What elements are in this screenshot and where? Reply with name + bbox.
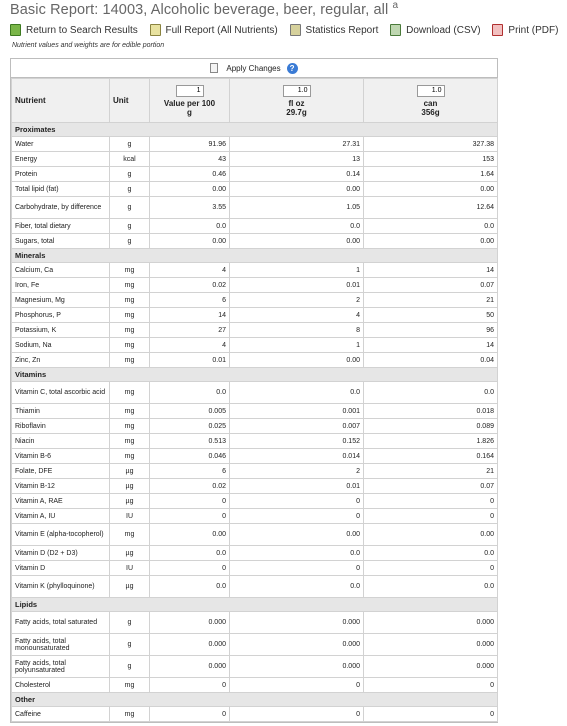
nutrient-row <box>12 524 498 546</box>
unit-cell: g <box>110 234 150 249</box>
value-fl-oz-cell: 0.0 <box>230 219 364 234</box>
value-fl-oz-cell: 0.0 <box>230 382 364 404</box>
fl-oz-label: fl oz <box>288 98 305 108</box>
unit-cell: IU <box>110 561 150 576</box>
nutrient-row <box>12 338 498 353</box>
value-can-cell: 12.64 <box>364 197 498 219</box>
nutrient-row <box>12 219 498 234</box>
nutrient-name-cell: Caffeine <box>12 707 110 722</box>
value-per-100g-cell: 14 <box>150 308 230 323</box>
nutrient-name-cell: Zinc, Zn <box>12 353 110 368</box>
statistics-icon <box>290 24 301 36</box>
nutrient-group-label: Proximates <box>12 123 498 137</box>
nutrient-row <box>12 278 498 293</box>
nutrient-row <box>12 167 498 182</box>
value-can-cell: 96 <box>364 323 498 338</box>
value-per-100g-cell: 0.000 <box>150 656 230 678</box>
nutrient-name-cell: Fiber, total dietary <box>12 219 110 234</box>
help-icon[interactable]: ? <box>287 63 298 74</box>
unit-cell: mg <box>110 308 150 323</box>
value-can-cell: 1.64 <box>364 167 498 182</box>
nutrient-name-cell: Vitamin B-6 <box>12 449 110 464</box>
value-can-cell: 0.0 <box>364 382 498 404</box>
footnote-marker: a <box>392 0 399 11</box>
nutrient-name-cell: Vitamin A, IU <box>12 509 110 524</box>
value-per-100g-cell: 3.55 <box>150 197 230 219</box>
value-fl-oz-cell: 0.00 <box>230 524 364 546</box>
value-per-100g-cell: 91.96 <box>150 137 230 152</box>
value-per-100g-cell: 0.0 <box>150 546 230 561</box>
value-fl-oz-cell: 2 <box>230 293 364 308</box>
value-fl-oz-cell: 0.14 <box>230 167 364 182</box>
apply-bar <box>11 59 497 78</box>
nutrient-name-cell: Cholesterol <box>12 678 110 693</box>
value-fl-oz-cell: 2 <box>230 464 364 479</box>
per-100g-column-header <box>150 79 230 123</box>
nutrient-name-cell: Iron, Fe <box>12 278 110 293</box>
unit-cell: µg <box>110 494 150 509</box>
nutrient-row <box>12 494 498 509</box>
nutrient-name-cell: Magnesium, Mg <box>12 293 110 308</box>
value-fl-oz-cell: 0.01 <box>230 479 364 494</box>
value-can-cell: 0 <box>364 707 498 722</box>
value-can-cell: 0.07 <box>364 278 498 293</box>
nutrient-report <box>10 58 498 723</box>
nutrient-row <box>12 479 498 494</box>
document-icon <box>210 63 218 73</box>
nutrient-group-row <box>12 249 498 263</box>
nutrient-row <box>12 419 498 434</box>
nutrient-row <box>12 509 498 524</box>
unit-cell: IU <box>110 509 150 524</box>
full-report-link[interactable] <box>150 24 278 36</box>
page-title-text: Basic Report: 14003, Alcoholic beverage, beer, regular, all <box>10 2 389 18</box>
value-fl-oz-cell: 27.31 <box>230 137 364 152</box>
nutrient-name-cell: Vitamin K (phylloquinone) <box>12 576 110 598</box>
value-fl-oz-cell: 0.00 <box>230 353 364 368</box>
nutrient-row <box>12 634 498 656</box>
nutrient-row <box>12 449 498 464</box>
unit-cell: g <box>110 182 150 197</box>
nutrient-row <box>12 404 498 419</box>
value-fl-oz-cell: 0 <box>230 494 364 509</box>
nutrient-name-cell: Riboflavin <box>12 419 110 434</box>
value-can-cell: 0.018 <box>364 404 498 419</box>
value-fl-oz-cell: 8 <box>230 323 364 338</box>
nutrient-name-cell: Phosphorus, P <box>12 308 110 323</box>
value-can-cell: 0.0 <box>364 546 498 561</box>
value-can-cell: 0.0 <box>364 219 498 234</box>
nutrient-name-cell: Sodium, Na <box>12 338 110 353</box>
page-title <box>10 2 398 18</box>
nutrient-row <box>12 263 498 278</box>
nutrient-row <box>12 137 498 152</box>
can-weight: 356g <box>421 107 440 117</box>
value-per-100g-cell: 0.513 <box>150 434 230 449</box>
download-csv-link[interactable] <box>390 24 480 36</box>
nutrient-row <box>12 308 498 323</box>
value-fl-oz-cell: 1 <box>230 263 364 278</box>
unit-cell: mg <box>110 278 150 293</box>
value-can-cell: 21 <box>364 293 498 308</box>
nutrient-name-cell: Vitamin B-12 <box>12 479 110 494</box>
value-fl-oz-cell: 0.007 <box>230 419 364 434</box>
nutrient-name-cell: Fatty acids, total monounsaturated <box>12 634 110 656</box>
nutrient-name-cell: Fatty acids, total polyunsaturated <box>12 656 110 678</box>
per-100g-unit: g <box>187 107 192 117</box>
unit-cell: mg <box>110 524 150 546</box>
value-can-cell: 0 <box>364 561 498 576</box>
unit-cell: g <box>110 219 150 234</box>
value-per-100g-cell: 0.00 <box>150 524 230 546</box>
return-to-search-label: Return to Search Results <box>26 24 138 36</box>
can-quantity-input[interactable] <box>417 85 445 97</box>
nutrient-row <box>12 612 498 634</box>
value-can-cell: 0.00 <box>364 234 498 249</box>
download-csv-label: Download (CSV) <box>406 24 481 36</box>
nutrient-row <box>12 182 498 197</box>
value-per-100g-cell: 0 <box>150 509 230 524</box>
nutrient-group-label: Lipids <box>12 598 498 612</box>
full-report-icon <box>150 24 161 36</box>
unit-cell: g <box>110 634 150 656</box>
value-fl-oz-cell: 13 <box>230 152 364 167</box>
nutrient-group-label: Minerals <box>12 249 498 263</box>
nutrient-row <box>12 464 498 479</box>
value-can-cell: 0.00 <box>364 524 498 546</box>
apply-changes-button[interactable]: Apply Changes <box>226 63 281 73</box>
value-can-cell: 0.04 <box>364 353 498 368</box>
unit-cell: mg <box>110 404 150 419</box>
nutrient-name-cell: Protein <box>12 167 110 182</box>
unit-cell: µg <box>110 546 150 561</box>
value-per-100g-cell: 6 <box>150 293 230 308</box>
nutrient-row <box>12 707 498 722</box>
nutrient-row <box>12 197 498 219</box>
nutrient-row <box>12 323 498 338</box>
nutrient-table-body <box>12 123 498 722</box>
unit-cell: g <box>110 167 150 182</box>
value-fl-oz-cell: 1 <box>230 338 364 353</box>
value-per-100g-cell: 0.00 <box>150 182 230 197</box>
can-column-header <box>364 79 498 123</box>
value-fl-oz-cell: 0.0 <box>230 546 364 561</box>
fl-oz-column-header <box>230 79 364 123</box>
nutrient-name-cell: Water <box>12 137 110 152</box>
statistics-report-link[interactable] <box>290 24 379 36</box>
unit-cell: µg <box>110 576 150 598</box>
nutrient-row <box>12 678 498 693</box>
print-pdf-label: Print (PDF) <box>508 24 559 36</box>
value-per-100g-cell: 0 <box>150 561 230 576</box>
unit-cell: mg <box>110 338 150 353</box>
nutrient-group-row <box>12 368 498 382</box>
value-can-cell: 0 <box>364 494 498 509</box>
nutrient-name-cell: Niacin <box>12 434 110 449</box>
value-per-100g-cell: 0.02 <box>150 278 230 293</box>
value-can-cell: 14 <box>364 263 498 278</box>
nutrient-row <box>12 561 498 576</box>
value-per-100g-cell: 0.0 <box>150 576 230 598</box>
value-can-cell: 0 <box>364 509 498 524</box>
unit-cell: g <box>110 137 150 152</box>
value-fl-oz-cell: 0 <box>230 509 364 524</box>
nutrient-group-label: Other <box>12 693 498 707</box>
unit-cell: mg <box>110 293 150 308</box>
value-per-100g-cell: 0.046 <box>150 449 230 464</box>
value-can-cell: 1.826 <box>364 434 498 449</box>
value-can-cell: 0 <box>364 678 498 693</box>
nutrient-name-cell: Fatty acids, total saturated <box>12 612 110 634</box>
nutrient-name-cell: Vitamin D (D2 + D3) <box>12 546 110 561</box>
unit-column-header: Unit <box>110 79 150 123</box>
nutrient-name-cell: Total lipid (fat) <box>12 182 110 197</box>
nutrient-row <box>12 152 498 167</box>
value-per-100g-cell: 0 <box>150 707 230 722</box>
unit-cell: µg <box>110 464 150 479</box>
value-fl-oz-cell: 0.000 <box>230 656 364 678</box>
nutrient-table <box>11 78 498 722</box>
value-can-cell: 21 <box>364 464 498 479</box>
unit-cell: mg <box>110 419 150 434</box>
value-per-100g-cell: 0.02 <box>150 479 230 494</box>
nutrient-row <box>12 234 498 249</box>
nutrient-row <box>12 576 498 598</box>
pdf-icon <box>492 24 503 36</box>
value-can-cell: 0.07 <box>364 479 498 494</box>
value-per-100g-cell: 0.000 <box>150 612 230 634</box>
return-to-search-link[interactable] <box>10 24 138 36</box>
value-can-cell: 14 <box>364 338 498 353</box>
nutrient-name-cell: Calcium, Ca <box>12 263 110 278</box>
value-fl-oz-cell: 0 <box>230 678 364 693</box>
value-can-cell: 0.164 <box>364 449 498 464</box>
value-fl-oz-cell: 4 <box>230 308 364 323</box>
value-per-100g-cell: 0.46 <box>150 167 230 182</box>
nutrient-group-row <box>12 123 498 137</box>
value-per-100g-cell: 0.025 <box>150 419 230 434</box>
nutrient-name-cell: Vitamin E (alpha-tocopherol) <box>12 524 110 546</box>
value-fl-oz-cell: 0.00 <box>230 234 364 249</box>
nutrient-name-cell: Vitamin C, total ascorbic acid <box>12 382 110 404</box>
value-fl-oz-cell: 0.152 <box>230 434 364 449</box>
value-fl-oz-cell: 0.01 <box>230 278 364 293</box>
value-fl-oz-cell: 0.000 <box>230 634 364 656</box>
print-pdf-link[interactable] <box>492 24 558 36</box>
value-per-100g-cell: 0.0 <box>150 219 230 234</box>
nutrient-row <box>12 656 498 678</box>
value-per-100g-cell: 27 <box>150 323 230 338</box>
value-fl-oz-cell: 1.05 <box>230 197 364 219</box>
value-per-100g-cell: 4 <box>150 338 230 353</box>
unit-cell: mg <box>110 323 150 338</box>
edible-portion-note: Nutrient values and weights are for edible portion <box>12 42 165 49</box>
value-can-cell: 0.00 <box>364 182 498 197</box>
full-report-label: Full Report (All Nutrients) <box>165 24 278 36</box>
per-100g-label: Value per 100 <box>163 98 216 108</box>
nutrient-column-header: Nutrient <box>12 79 110 123</box>
nutrient-name-cell: Carbohydrate, by difference <box>12 197 110 219</box>
unit-cell: mg <box>110 263 150 278</box>
value-per-100g-cell: 4 <box>150 263 230 278</box>
nutrient-row <box>12 293 498 308</box>
value-per-100g-cell: 43 <box>150 152 230 167</box>
unit-cell: mg <box>110 353 150 368</box>
value-fl-oz-cell: 0.001 <box>230 404 364 419</box>
fl-oz-quantity-input[interactable] <box>283 85 311 97</box>
value-fl-oz-cell: 0.00 <box>230 182 364 197</box>
value-fl-oz-cell: 0.0 <box>230 576 364 598</box>
nutrient-row <box>12 353 498 368</box>
value-fl-oz-cell: 0.014 <box>230 449 364 464</box>
unit-cell: µg <box>110 479 150 494</box>
unit-cell: mg <box>110 678 150 693</box>
nutrient-row <box>12 382 498 404</box>
statistics-report-label: Statistics Report <box>305 24 379 36</box>
value-can-cell: 50 <box>364 308 498 323</box>
nutrient-name-cell: Sugars, total <box>12 234 110 249</box>
back-arrow-icon <box>10 24 21 36</box>
table-header-row <box>12 79 498 123</box>
value-per-100g-cell: 0 <box>150 494 230 509</box>
nutrient-name-cell: Vitamin D <box>12 561 110 576</box>
nutrient-name-cell: Thiamin <box>12 404 110 419</box>
value-can-cell: 153 <box>364 152 498 167</box>
nutrient-group-label: Vitamins <box>12 368 498 382</box>
unit-cell: g <box>110 656 150 678</box>
value-per-100g-cell: 6 <box>150 464 230 479</box>
fl-oz-weight: 29.7g <box>286 107 307 117</box>
can-label: can <box>423 98 438 108</box>
value-can-cell: 0.000 <box>364 634 498 656</box>
unit-cell: mg <box>110 707 150 722</box>
nutrient-name-cell: Vitamin A, RAE <box>12 494 110 509</box>
value-fl-oz-cell: 0 <box>230 561 364 576</box>
action-bar <box>10 24 567 39</box>
nutrient-group-row <box>12 598 498 612</box>
unit-cell: g <box>110 197 150 219</box>
value-per-100g-cell: 0.0 <box>150 382 230 404</box>
nutrient-row <box>12 434 498 449</box>
value-can-cell: 327.38 <box>364 137 498 152</box>
nutrient-row <box>12 546 498 561</box>
value-fl-oz-cell: 0.000 <box>230 612 364 634</box>
value-can-cell: 0.089 <box>364 419 498 434</box>
unit-cell: mg <box>110 382 150 404</box>
nutrient-name-cell: Energy <box>12 152 110 167</box>
unit-cell: kcal <box>110 152 150 167</box>
unit-cell: mg <box>110 434 150 449</box>
nutrient-group-row <box>12 693 498 707</box>
csv-icon <box>390 24 401 36</box>
value-can-cell: 0.0 <box>364 576 498 598</box>
value-per-100g-cell: 0.00 <box>150 234 230 249</box>
per-100g-quantity-input[interactable] <box>176 85 204 97</box>
value-can-cell: 0.000 <box>364 612 498 634</box>
value-per-100g-cell: 0.01 <box>150 353 230 368</box>
value-can-cell: 0.000 <box>364 656 498 678</box>
value-per-100g-cell: 0.000 <box>150 634 230 656</box>
unit-cell: g <box>110 612 150 634</box>
value-fl-oz-cell: 0 <box>230 707 364 722</box>
value-per-100g-cell: 0.005 <box>150 404 230 419</box>
value-per-100g-cell: 0 <box>150 678 230 693</box>
nutrient-name-cell: Potassium, K <box>12 323 110 338</box>
nutrient-name-cell: Folate, DFE <box>12 464 110 479</box>
unit-cell: mg <box>110 449 150 464</box>
